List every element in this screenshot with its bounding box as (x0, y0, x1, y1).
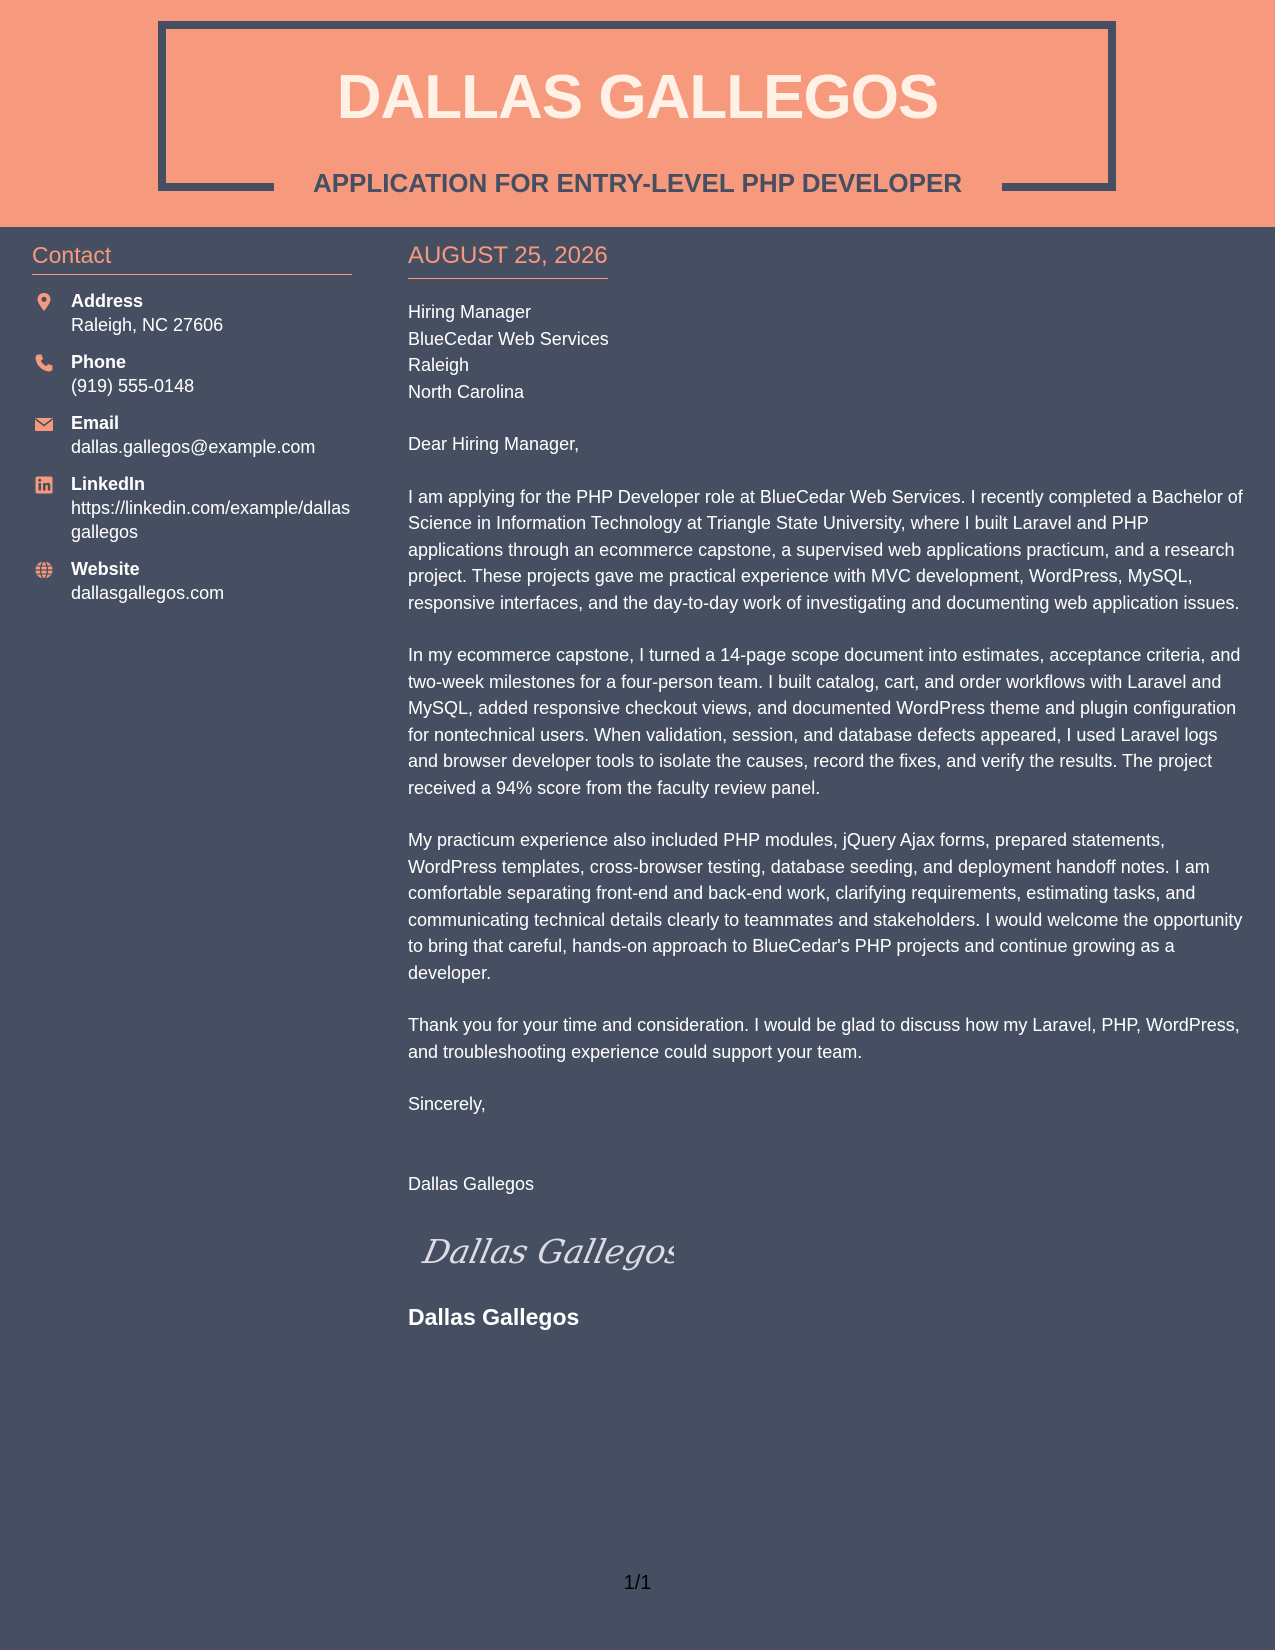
contact-value: (919) 555-0148 (71, 376, 195, 396)
contact-value: dallasgallegos.com (71, 583, 225, 603)
map-pin-icon (34, 292, 54, 312)
letter-paragraph: I am applying for the PHP Developer role at BlueCedar Web Services. I recently completed a Bachelor of Science in Information Technology at Triangle State University, where I built Laravel and PHP applications through an ecommerce capstone, a supervised web applications practicum, and a research project. These projects gave me practical experience with MVC development, WordPress, MySQL, responsive interfaces, and the day-to-day work of investigating and documenting web application issues. (408, 486, 1243, 613)
contact-value: Raleigh, NC 27606 (71, 315, 224, 335)
contact-label: Website (71, 559, 140, 579)
globe-icon (34, 560, 54, 580)
letter-paragraph: Thank you for your time and consideration. I would be glad to discuss how my Laravel, PHP, WordPress, and troubleshooting experience could support your team. (408, 1015, 1240, 1062)
closing: Sincerely, (408, 1094, 486, 1114)
contact-label: Email (71, 413, 120, 433)
applicant-name: DALLAS GALLEGOS (336, 63, 939, 132)
linkedin-icon (34, 475, 54, 495)
phone-icon (34, 353, 54, 373)
contact-linkedin (32, 472, 352, 544)
recipient-line: BlueCedar Web Services (408, 328, 609, 349)
recipient-line: Raleigh (408, 355, 470, 375)
application-subtitle: APPLICATION FOR ENTRY-LEVEL PHP DEVELOPER (312, 168, 963, 198)
signature-name: Dallas Gallegos (408, 1304, 580, 1330)
letter-paragraph: My practicum experience also included PHP modules, jQuery Ajax forms, prepared statements, WordPress templates, cross-browser testing, database seeding, and deployment handoff notes. I am comfortable separating front-end and back-end work, clarifying requirements, estimating tasks, and communicating technical details clearly to teammates and stakeholders. I would welcome the opportunity to bring that careful, hands-on approach to BlueCedar's PHP projects and continue growing as a developer. (408, 830, 1243, 983)
letter-body (408, 240, 1248, 1332)
contact-value: dallas.gallegos@example.com (71, 437, 316, 457)
contact-label: LinkedIn (71, 474, 146, 494)
contact-sidebar (32, 240, 352, 618)
handwritten-signature (414, 1223, 674, 1279)
page-number: 1/1 (623, 1572, 652, 1594)
recipient-line: Hiring Manager (408, 302, 532, 322)
signer-name: Dallas Gallegos (408, 1173, 535, 1194)
contact-label: Phone (71, 352, 127, 372)
signature-text: Dallas Gallegos (419, 1232, 674, 1271)
contact-heading: Contact (32, 240, 352, 275)
contact-address (32, 289, 352, 337)
recipient-line: North Carolina (408, 381, 525, 402)
contact-value: https://linkedin.com/example/dallasgallegos (71, 498, 351, 542)
letter-paragraph: In my ecommerce capstone, I turned a 14-page scope document into estimates, acceptance criteria, and two-week milestones for a four-person team. I built catalog, cart, and order workflows with Laravel and MySQL, added responsive checkout views, and documented WordPress theme and plugin configuration for nontechnical users. When validation, session, and database defects appeared, I used Laravel logs and browser developer tools to isolate the causes, record the fixes, and verify the results. The project received a 94% score from the faculty review panel. (408, 645, 1241, 798)
contact-phone (32, 350, 352, 398)
salutation: Dear Hiring Manager, (408, 434, 580, 454)
letter-date: AUGUST 25, 2026 (408, 240, 608, 279)
contact-website (32, 557, 352, 605)
contact-label: Address (71, 291, 144, 311)
header-banner (0, 0, 1275, 227)
recipient-block (408, 299, 1248, 405)
contact-email (32, 411, 352, 459)
envelope-icon (34, 414, 54, 434)
